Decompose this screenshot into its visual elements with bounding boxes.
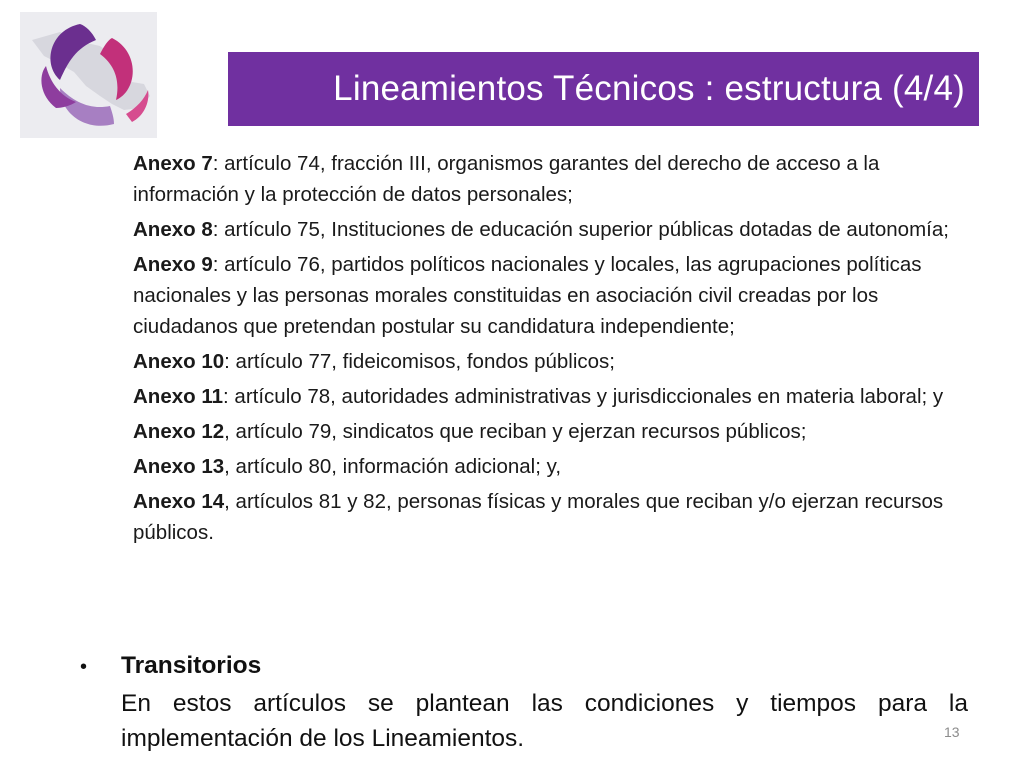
annex-item [133, 416, 968, 447]
annex-item [133, 346, 968, 377]
transitorios-text: En estos artículos se plantean las condiciones y tiempos para la implementación de los Lineamientos. [121, 690, 968, 752]
annex-text: , artículos 81 y 82, personas físicas y morales que reciban y/o ejerzan recursos públicos. [133, 490, 944, 544]
logo [20, 12, 157, 138]
annex-item [133, 249, 968, 342]
annex-item [133, 148, 968, 210]
annex-label: Anexo 10 [133, 350, 225, 373]
transitorios-heading: Transitorios [121, 652, 262, 679]
annex-text: , artículo 80, información adicional; y, [224, 455, 562, 478]
annex-label: Anexo 11 [133, 385, 224, 408]
annex-label: Anexo 7 [133, 152, 213, 175]
annex-text: : artículo 77, fideicomisos, fondos públicos; [224, 350, 615, 373]
title-bar [228, 52, 979, 126]
annex-item [133, 451, 968, 482]
annex-label: Anexo 8 [133, 218, 213, 241]
mexico-map-swirl-logo-icon [20, 12, 157, 138]
annex-item [133, 214, 968, 245]
annex-list [133, 148, 968, 552]
annex-text: , artículo 79, sindicatos que reciban y ejerzan recursos públicos; [224, 420, 807, 443]
annex-text: : artículo 78, autoridades administrativas y jurisdiccionales en materia laboral; y [223, 385, 944, 408]
annex-text: : artículo 76, partidos políticos nacionales y locales, las agrupaciones políticas nacionales y las personas morales constituidas en asociación civil creadas por los ciudadanos que pretendan postular su candidatura independiente; [133, 253, 922, 338]
page-number: 13 [944, 724, 960, 740]
annex-label: Anexo 9 [133, 253, 213, 276]
annex-text: : artículo 74, fracción III, organismos garantes del derecho de acceso a la información y la protección de datos personales; [133, 152, 880, 206]
annex-label: Anexo 13 [133, 455, 225, 478]
annex-label: Anexo 14 [133, 490, 225, 513]
annex-item [133, 486, 968, 548]
annex-item [133, 381, 968, 412]
annex-label: Anexo 12 [133, 420, 225, 443]
annex-text: : artículo 75, Instituciones de educación superior públicas dotadas de autonomía; [212, 218, 949, 241]
slide-title: Lineamientos Técnicos : estructura (4/4) [333, 69, 965, 108]
bullet-icon: • [80, 656, 88, 678]
